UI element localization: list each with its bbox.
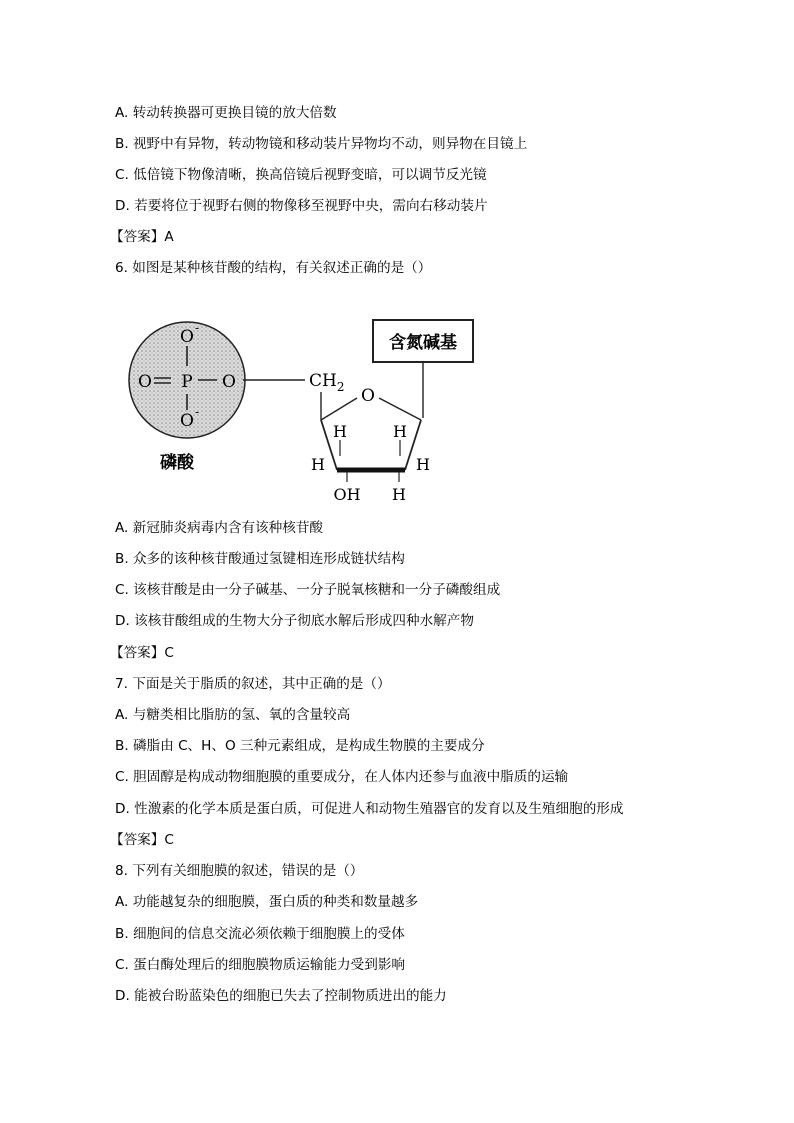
- q8-option-c: C. 蛋白酶处理后的细胞膜物质运输能力受到影响: [115, 957, 406, 973]
- c4-hydrogen: H: [333, 422, 347, 441]
- ch2-group: $CH_2$: [309, 371, 345, 394]
- q7-option-c: C. 胆固醇是构成动物细胞膜的重要成分，在人体内还参与血液中脂质的运输: [115, 769, 569, 785]
- q6-stem: 6. 如图是某种核苷酸的结构，有关叙述正确的是（）: [115, 260, 432, 276]
- q5-option-b: B. 视野中有异物，转动物镜和移动装片异物均不动，则异物在目镜上: [115, 136, 528, 152]
- q5-answer: 【答案】A: [110, 229, 174, 245]
- c2-hydrogen: H: [392, 485, 406, 504]
- q5-option-a: A. 转动转换器可更换目镜的放大倍数: [115, 105, 337, 121]
- q5-option-c: C. 低倍镜下物像清晰，换高倍镜后视野变暗，可以调节反光镜: [115, 167, 487, 183]
- q7-stem: 7. 下面是关于脂质的叙述，其中正确的是（）: [115, 676, 391, 692]
- q8-option-b: B. 细胞间的信息交流必须依赖于细胞膜上的受体: [115, 926, 405, 942]
- nucleotide-structure-diagram: [125, 310, 495, 510]
- phosphate-top-charge: -: [195, 321, 200, 335]
- phosphate-bottom-oxygen: O: [180, 411, 194, 431]
- q6-option-b: B. 众多的该种核苷酸通过氢键相连形成链状结构: [115, 551, 405, 567]
- phosphate-right-oxygen: O: [222, 372, 236, 392]
- q6-option-a: A. 新冠肺炎病毒内含有该种核苷酸: [115, 520, 324, 536]
- phosphate-top-oxygen: O: [180, 327, 194, 347]
- phosphate-label: 磷酸: [160, 453, 194, 473]
- phosphate-left-oxygen: O: [138, 372, 152, 392]
- q5-option-d: D. 若要将位于视野右侧的物像移至视野中央，需向右移动装片: [115, 198, 488, 214]
- q6-option-c: C. 该核苷酸是由一分子碱基、一分子脱氧核糖和一分子磷酸组成: [115, 582, 501, 598]
- c1-hydrogen-right: H: [416, 455, 430, 474]
- q7-option-b: B. 磷脂由 C、H、O 三种元素组成，是构成生物膜的主要成分: [115, 738, 485, 754]
- q7-answer: 【答案】C: [110, 832, 174, 848]
- phosphorus-atom: P: [181, 372, 193, 392]
- c3-hydrogen-left: H: [311, 455, 325, 474]
- nitrogenous-base-label: 含氮碱基: [389, 333, 457, 353]
- q8-option-d: D. 能被台盼蓝染色的细胞已失去了控制物质进出的能力: [115, 988, 447, 1004]
- ring-oxygen: O: [361, 386, 375, 406]
- c1-hydrogen-up: H: [393, 422, 407, 441]
- q8-option-a: A. 功能越复杂的细胞膜，蛋白质的种类和数量越多: [115, 894, 419, 910]
- c3-hydroxyl: OH: [333, 485, 361, 504]
- q6-option-d: D. 该核苷酸组成的生物大分子彻底水解后形成四种水解产物: [115, 613, 474, 629]
- q6-answer: 【答案】C: [110, 645, 174, 661]
- q8-stem: 8. 下列有关细胞膜的叙述，错误的是（）: [115, 863, 364, 879]
- q7-option-d: D. 性激素的化学本质是蛋白质，可促进人和动物生殖器官的发育以及生殖细胞的形成: [115, 801, 624, 817]
- q7-option-a: A. 与糖类相比脂肪的氢、氧的含量较高: [115, 707, 351, 723]
- phosphate-bottom-charge: -: [195, 405, 200, 419]
